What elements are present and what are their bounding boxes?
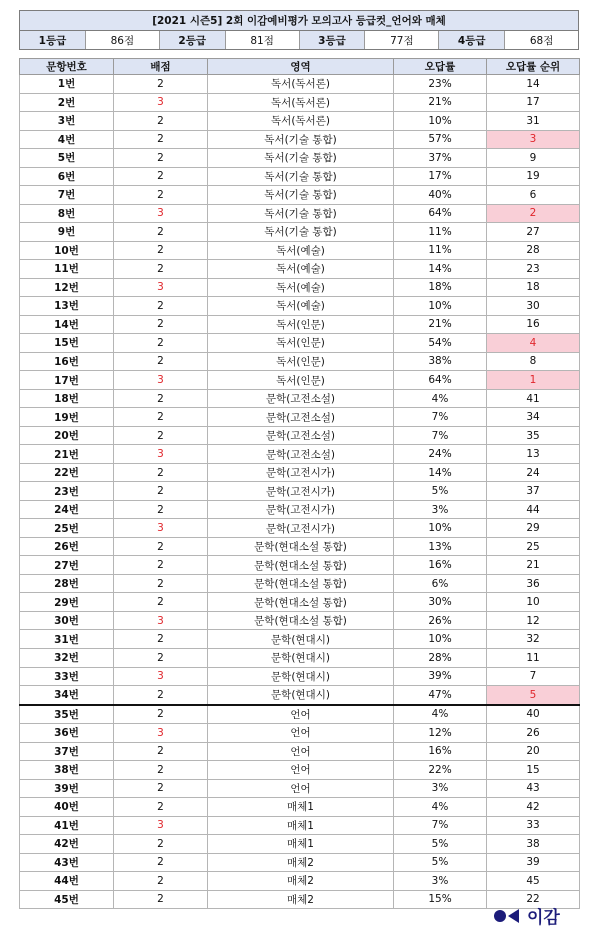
area-cell: 독서(인문) <box>208 315 394 334</box>
error-rank-cell: 41 <box>487 389 580 408</box>
area-cell: 문학(고전소설) <box>208 389 394 408</box>
question-number: 43번 <box>20 853 114 872</box>
error-rate-cell: 3% <box>394 500 487 519</box>
error-rate-cell: 5% <box>394 835 487 854</box>
score-cell: 2 <box>114 352 208 371</box>
question-number: 11번 <box>20 260 114 279</box>
error-rank-cell: 10 <box>487 593 580 612</box>
table-row <box>20 241 580 260</box>
score-cell: 2 <box>114 241 208 260</box>
error-rate-cell: 38% <box>394 352 487 371</box>
table-row <box>20 686 580 705</box>
score-cell: 2 <box>114 186 208 205</box>
error-rank-cell: 22 <box>487 890 580 909</box>
error-rank-cell: 12 <box>487 611 580 630</box>
score-cell: 3 <box>114 445 208 464</box>
area-cell: 언어 <box>208 724 394 743</box>
error-rank-cell: 16 <box>487 315 580 334</box>
error-rate-cell: 10% <box>394 630 487 649</box>
error-rate-cell: 11% <box>394 223 487 242</box>
table-row <box>20 500 580 519</box>
area-cell: 독서(독서론) <box>208 93 394 112</box>
error-rate-cell: 21% <box>394 315 487 334</box>
grade-4-value: 68점 <box>505 31 578 49</box>
score-cell: 2 <box>114 742 208 761</box>
score-cell: 2 <box>114 648 208 667</box>
error-rank-cell: 6 <box>487 186 580 205</box>
error-rank-cell: 18 <box>487 278 580 297</box>
table-row <box>20 872 580 891</box>
error-rank-cell: 17 <box>487 93 580 112</box>
question-number: 31번 <box>20 630 114 649</box>
score-cell: 3 <box>114 371 208 390</box>
table-row <box>20 835 580 854</box>
error-rank-cell: 7 <box>487 667 580 686</box>
error-rate-cell: 6% <box>394 574 487 593</box>
error-rank-cell: 40 <box>487 705 580 724</box>
table-row <box>20 445 580 464</box>
error-rank-cell: 14 <box>487 75 580 94</box>
question-number: 6번 <box>20 167 114 186</box>
error-rank-cell: 4 <box>487 334 580 353</box>
error-rank-cell: 32 <box>487 630 580 649</box>
table-row <box>20 112 580 131</box>
error-rank-cell: 33 <box>487 816 580 835</box>
table-row <box>20 389 580 408</box>
table-row <box>20 352 580 371</box>
grade-4-label: 4등급 <box>439 31 505 49</box>
question-number: 8번 <box>20 204 114 223</box>
area-cell: 문학(현대소설 통합) <box>208 611 394 630</box>
error-rank-cell: 24 <box>487 463 580 482</box>
question-number: 37번 <box>20 742 114 761</box>
score-cell: 3 <box>114 611 208 630</box>
error-rate-cell: 10% <box>394 519 487 538</box>
error-rank-cell: 1 <box>487 371 580 390</box>
error-rank-cell: 27 <box>487 223 580 242</box>
error-rate-cell: 14% <box>394 463 487 482</box>
score-cell: 2 <box>114 798 208 817</box>
area-cell: 언어 <box>208 761 394 780</box>
error-rank-cell: 36 <box>487 574 580 593</box>
error-rank-cell: 28 <box>487 241 580 260</box>
table-row <box>20 149 580 168</box>
igam-logo-icon <box>494 910 506 922</box>
table-row <box>20 537 580 556</box>
grade-cut-sheet <box>19 10 579 909</box>
score-cell: 2 <box>114 463 208 482</box>
area-cell: 언어 <box>208 742 394 761</box>
score-cell: 2 <box>114 426 208 445</box>
area-cell: 독서(기술 통합) <box>208 130 394 149</box>
area-cell: 문학(고전시가) <box>208 463 394 482</box>
score-cell: 2 <box>114 223 208 242</box>
question-number: 25번 <box>20 519 114 538</box>
error-rate-cell: 47% <box>394 686 487 705</box>
question-number: 33번 <box>20 667 114 686</box>
score-cell: 2 <box>114 500 208 519</box>
score-cell: 2 <box>114 315 208 334</box>
score-cell: 3 <box>114 816 208 835</box>
error-rank-cell: 31 <box>487 112 580 131</box>
table-row <box>20 463 580 482</box>
table-row <box>20 130 580 149</box>
area-cell: 독서(예술) <box>208 260 394 279</box>
error-rate-cell: 64% <box>394 204 487 223</box>
area-cell: 언어 <box>208 779 394 798</box>
error-rate-cell: 7% <box>394 426 487 445</box>
error-rank-cell: 13 <box>487 445 580 464</box>
error-rank-cell: 19 <box>487 167 580 186</box>
table-row <box>20 75 580 94</box>
question-number: 42번 <box>20 835 114 854</box>
question-number: 30번 <box>20 611 114 630</box>
error-rate-cell: 15% <box>394 890 487 909</box>
table-header-row <box>20 59 580 75</box>
col-header-error-rate: 오답률 <box>394 59 487 75</box>
error-rank-cell: 44 <box>487 500 580 519</box>
area-cell: 문학(고전소설) <box>208 445 394 464</box>
question-number: 38번 <box>20 761 114 780</box>
area-cell: 독서(기술 통합) <box>208 149 394 168</box>
question-number: 29번 <box>20 593 114 612</box>
question-number: 12번 <box>20 278 114 297</box>
table-row <box>20 724 580 743</box>
score-cell: 2 <box>114 890 208 909</box>
error-rank-cell: 39 <box>487 853 580 872</box>
area-cell: 문학(현대소설 통합) <box>208 574 394 593</box>
question-number: 19번 <box>20 408 114 427</box>
question-number: 41번 <box>20 816 114 835</box>
question-number: 16번 <box>20 352 114 371</box>
table-row <box>20 334 580 353</box>
score-cell: 2 <box>114 835 208 854</box>
error-rate-cell: 57% <box>394 130 487 149</box>
question-number: 9번 <box>20 223 114 242</box>
area-cell: 문학(현대소설 통합) <box>208 537 394 556</box>
score-cell: 2 <box>114 389 208 408</box>
score-cell: 2 <box>114 761 208 780</box>
table-row <box>20 593 580 612</box>
question-number: 39번 <box>20 779 114 798</box>
error-rank-cell: 21 <box>487 556 580 575</box>
error-rank-cell: 9 <box>487 149 580 168</box>
igam-logo-triangle-icon <box>508 909 519 923</box>
score-cell: 3 <box>114 93 208 112</box>
question-number: 5번 <box>20 149 114 168</box>
score-cell: 2 <box>114 705 208 724</box>
question-number: 20번 <box>20 426 114 445</box>
error-rate-cell: 37% <box>394 149 487 168</box>
question-number: 17번 <box>20 371 114 390</box>
error-rate-cell: 16% <box>394 556 487 575</box>
question-number: 22번 <box>20 463 114 482</box>
grade-1-label: 1등급 <box>20 31 86 49</box>
area-cell: 독서(독서론) <box>208 112 394 131</box>
question-number: 2번 <box>20 93 114 112</box>
score-cell: 2 <box>114 112 208 131</box>
question-number: 35번 <box>20 705 114 724</box>
area-cell: 매체1 <box>208 835 394 854</box>
error-rate-cell: 5% <box>394 482 487 501</box>
error-rate-cell: 64% <box>394 371 487 390</box>
error-rate-cell: 12% <box>394 724 487 743</box>
table-row <box>20 611 580 630</box>
area-cell: 문학(고전소설) <box>208 426 394 445</box>
error-rank-cell: 26 <box>487 724 580 743</box>
question-number: 34번 <box>20 686 114 705</box>
col-header-number: 문항번호 <box>20 59 114 75</box>
error-rank-cell: 45 <box>487 872 580 891</box>
error-rank-cell: 3 <box>487 130 580 149</box>
error-rate-cell: 21% <box>394 93 487 112</box>
question-number: 23번 <box>20 482 114 501</box>
error-rank-cell: 5 <box>487 686 580 705</box>
area-cell: 문학(현대소설 통합) <box>208 556 394 575</box>
error-rate-cell: 40% <box>394 186 487 205</box>
brand-name: 이감 <box>527 908 560 928</box>
area-cell: 독서(예술) <box>208 278 394 297</box>
sheet-title: [2021 시즌5] 2회 이감예비평가 모의고사 등급컷_언어와 매체 <box>19 10 579 30</box>
error-rate-cell: 10% <box>394 112 487 131</box>
table-row <box>20 630 580 649</box>
grade-2-value: 81점 <box>226 31 300 49</box>
table-row <box>20 278 580 297</box>
table-row <box>20 742 580 761</box>
question-number: 44번 <box>20 872 114 891</box>
score-cell: 2 <box>114 408 208 427</box>
score-cell: 2 <box>114 872 208 891</box>
col-header-score: 배점 <box>114 59 208 75</box>
score-cell: 2 <box>114 482 208 501</box>
error-rate-cell: 18% <box>394 278 487 297</box>
error-rate-cell: 3% <box>394 872 487 891</box>
area-cell: 문학(현대시) <box>208 630 394 649</box>
question-number: 18번 <box>20 389 114 408</box>
score-cell: 2 <box>114 537 208 556</box>
area-cell: 매체1 <box>208 816 394 835</box>
score-cell: 2 <box>114 686 208 705</box>
error-rank-cell: 34 <box>487 408 580 427</box>
table-row <box>20 186 580 205</box>
table-row <box>20 853 580 872</box>
error-rate-cell: 28% <box>394 648 487 667</box>
error-rate-cell: 22% <box>394 761 487 780</box>
score-cell: 2 <box>114 297 208 316</box>
table-row <box>20 574 580 593</box>
brand-logo <box>494 903 560 928</box>
table-row <box>20 93 580 112</box>
question-number: 4번 <box>20 130 114 149</box>
area-cell: 매체1 <box>208 798 394 817</box>
question-number: 1번 <box>20 75 114 94</box>
question-number: 10번 <box>20 241 114 260</box>
table-row <box>20 315 580 334</box>
error-rank-cell: 20 <box>487 742 580 761</box>
score-cell: 2 <box>114 167 208 186</box>
table-row <box>20 408 580 427</box>
grade-3-label: 3등급 <box>300 31 366 49</box>
score-cell: 2 <box>114 75 208 94</box>
question-number: 40번 <box>20 798 114 817</box>
score-cell: 2 <box>114 779 208 798</box>
error-rank-cell: 35 <box>487 426 580 445</box>
score-cell: 2 <box>114 149 208 168</box>
question-number: 15번 <box>20 334 114 353</box>
score-cell: 3 <box>114 278 208 297</box>
area-cell: 문학(고전시가) <box>208 482 394 501</box>
question-number: 13번 <box>20 297 114 316</box>
area-cell: 독서(기술 통합) <box>208 167 394 186</box>
error-rank-cell: 25 <box>487 537 580 556</box>
error-rank-cell: 8 <box>487 352 580 371</box>
error-rate-cell: 11% <box>394 241 487 260</box>
grade-1-value: 86점 <box>86 31 160 49</box>
error-rank-cell: 42 <box>487 798 580 817</box>
area-cell: 매체2 <box>208 853 394 872</box>
score-cell: 2 <box>114 130 208 149</box>
area-cell: 독서(예술) <box>208 297 394 316</box>
table-row <box>20 297 580 316</box>
question-number: 7번 <box>20 186 114 205</box>
table-row <box>20 816 580 835</box>
score-cell: 2 <box>114 574 208 593</box>
table-row <box>20 761 580 780</box>
question-number: 32번 <box>20 648 114 667</box>
question-number: 45번 <box>20 890 114 909</box>
area-cell: 문학(고전시가) <box>208 519 394 538</box>
grade-3-value: 77점 <box>365 31 439 49</box>
table-row <box>20 798 580 817</box>
area-cell: 독서(예술) <box>208 241 394 260</box>
error-rate-cell: 26% <box>394 611 487 630</box>
table-row <box>20 167 580 186</box>
grade-cut-bar <box>19 30 579 50</box>
table-row <box>20 779 580 798</box>
error-rate-cell: 3% <box>394 779 487 798</box>
question-number: 14번 <box>20 315 114 334</box>
area-cell: 문학(현대소설 통합) <box>208 593 394 612</box>
error-rate-cell: 10% <box>394 297 487 316</box>
score-cell: 2 <box>114 556 208 575</box>
table-row <box>20 519 580 538</box>
area-cell: 문학(고전소설) <box>208 408 394 427</box>
area-cell: 문학(고전시가) <box>208 500 394 519</box>
table-row <box>20 371 580 390</box>
table-row <box>20 705 580 724</box>
question-number: 24번 <box>20 500 114 519</box>
score-cell: 3 <box>114 724 208 743</box>
area-cell: 독서(독서론) <box>208 75 394 94</box>
question-number: 27번 <box>20 556 114 575</box>
error-rate-cell: 4% <box>394 705 487 724</box>
col-header-error-rank: 오답률 순위 <box>487 59 580 75</box>
score-cell: 2 <box>114 334 208 353</box>
question-number: 26번 <box>20 537 114 556</box>
area-cell: 독서(인문) <box>208 352 394 371</box>
grade-2-label: 2등급 <box>160 31 226 49</box>
error-rate-cell: 14% <box>394 260 487 279</box>
error-rank-cell: 23 <box>487 260 580 279</box>
question-number: 21번 <box>20 445 114 464</box>
error-rate-cell: 16% <box>394 742 487 761</box>
error-rate-cell: 7% <box>394 408 487 427</box>
area-cell: 문학(현대시) <box>208 648 394 667</box>
error-rate-cell: 24% <box>394 445 487 464</box>
area-cell: 독서(기술 통합) <box>208 204 394 223</box>
score-cell: 2 <box>114 593 208 612</box>
error-rate-cell: 4% <box>394 389 487 408</box>
score-cell: 2 <box>114 853 208 872</box>
question-number: 36번 <box>20 724 114 743</box>
table-row <box>20 482 580 501</box>
area-cell: 독서(인문) <box>208 334 394 353</box>
error-rank-cell: 30 <box>487 297 580 316</box>
table-row <box>20 260 580 279</box>
score-cell: 3 <box>114 667 208 686</box>
table-body <box>20 75 580 909</box>
error-rate-cell: 54% <box>394 334 487 353</box>
question-number: 3번 <box>20 112 114 131</box>
score-cell: 3 <box>114 204 208 223</box>
error-rate-cell: 5% <box>394 853 487 872</box>
area-cell: 매체2 <box>208 890 394 909</box>
error-rate-cell: 17% <box>394 167 487 186</box>
error-rank-cell: 37 <box>487 482 580 501</box>
error-rank-cell: 15 <box>487 761 580 780</box>
area-cell: 문학(현대시) <box>208 667 394 686</box>
error-rate-cell: 4% <box>394 798 487 817</box>
table-row <box>20 204 580 223</box>
question-table <box>19 58 580 909</box>
error-rate-cell: 30% <box>394 593 487 612</box>
question-number: 28번 <box>20 574 114 593</box>
error-rank-cell: 43 <box>487 779 580 798</box>
error-rate-cell: 23% <box>394 75 487 94</box>
col-header-area: 영역 <box>208 59 394 75</box>
area-cell: 독서(기술 통합) <box>208 223 394 242</box>
score-cell: 2 <box>114 630 208 649</box>
table-row <box>20 667 580 686</box>
table-row <box>20 648 580 667</box>
score-cell: 2 <box>114 260 208 279</box>
area-cell: 언어 <box>208 705 394 724</box>
error-rank-cell: 2 <box>487 204 580 223</box>
table-row <box>20 223 580 242</box>
error-rank-cell: 11 <box>487 648 580 667</box>
score-cell: 3 <box>114 519 208 538</box>
error-rank-cell: 38 <box>487 835 580 854</box>
table-row <box>20 556 580 575</box>
area-cell: 독서(인문) <box>208 371 394 390</box>
error-rate-cell: 39% <box>394 667 487 686</box>
area-cell: 독서(기술 통합) <box>208 186 394 205</box>
area-cell: 매체2 <box>208 872 394 891</box>
area-cell: 문학(현대시) <box>208 686 394 705</box>
table-row <box>20 426 580 445</box>
error-rank-cell: 29 <box>487 519 580 538</box>
error-rate-cell: 7% <box>394 816 487 835</box>
error-rate-cell: 13% <box>394 537 487 556</box>
